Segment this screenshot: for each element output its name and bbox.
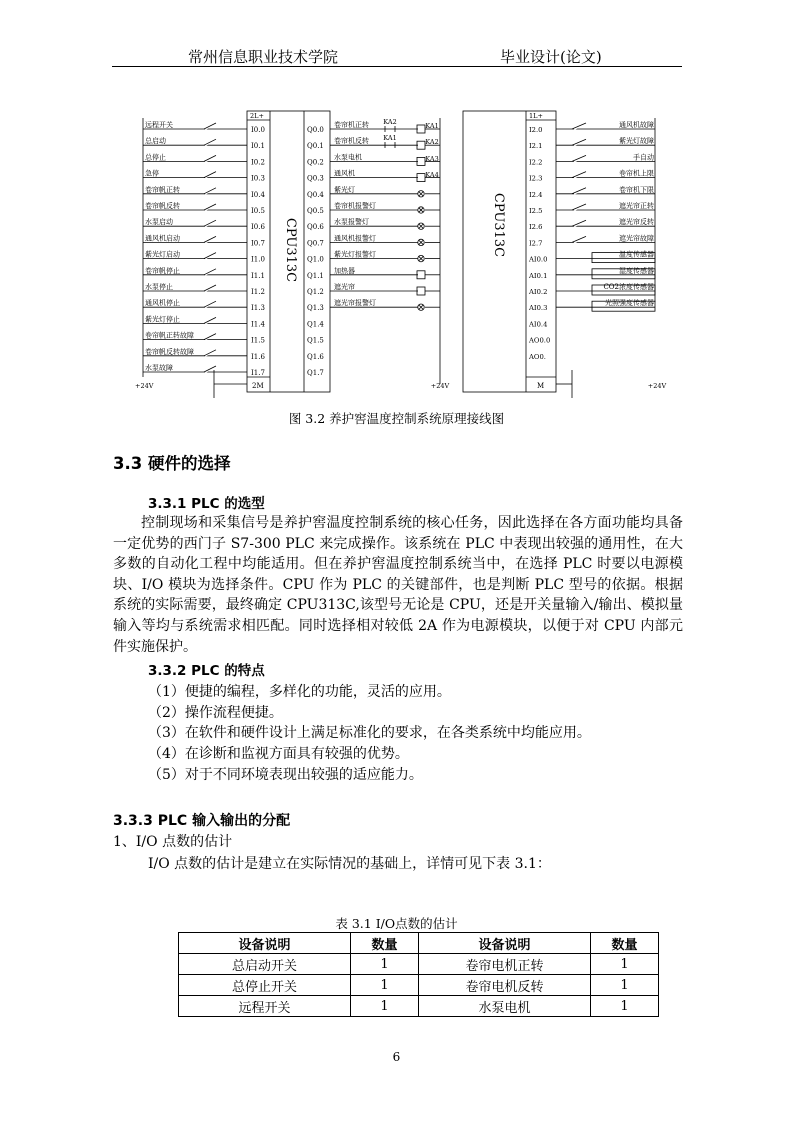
output-address-label: Q0.4 xyxy=(307,190,324,199)
coil-symbol xyxy=(417,271,425,279)
input-device-label: 遮光帘正转 xyxy=(619,202,654,210)
feature-item: （1）便捷的编程，多样化的功能，灵活的应用。 xyxy=(148,684,451,700)
input-address-label: I2.7 xyxy=(529,239,543,248)
input-device-label: 卷帘帆反转 xyxy=(145,202,180,210)
column-header: 数量 xyxy=(351,933,419,954)
table-cell: 1 xyxy=(351,954,419,975)
input-device-label: 水泵启动 xyxy=(145,218,173,227)
paragraph-plc-selection xyxy=(113,513,683,657)
switch-contact xyxy=(204,285,216,291)
input-device-label: 湿度传感器 xyxy=(619,266,654,275)
output-address-label: Q0.5 xyxy=(307,207,324,215)
relay-label: KA1 xyxy=(425,122,439,130)
column-header: 数量 xyxy=(591,933,659,954)
output-address-label: Q0.7 xyxy=(307,239,324,248)
terminal-label: 1L+ xyxy=(529,112,543,120)
input-device-label: 光照强度传感器 xyxy=(605,299,654,308)
output-address-label: Q0.2 xyxy=(307,158,324,167)
output-address-label: Q1.1 xyxy=(307,271,324,280)
output-device-label: 紫光灯 xyxy=(334,185,355,194)
output-device-label: 遮光帘报警灯 xyxy=(334,299,376,308)
input-address-label: I0.5 xyxy=(251,207,265,215)
output-address-label: Q0.0 xyxy=(307,126,324,134)
plc-label: CPU313C xyxy=(283,217,298,283)
subsection-heading-3-3-1: 3.3.1 PLC 的选型 xyxy=(148,496,265,512)
output-device-label: 水泵电机 xyxy=(334,153,362,162)
output-address-label: Q1.3 xyxy=(307,304,324,313)
input-address-label: I2.4 xyxy=(529,190,543,199)
switch-contact xyxy=(204,188,216,194)
input-device-label: 通风机启动 xyxy=(145,234,180,243)
switch-contact xyxy=(572,155,586,161)
input-address-label: I2.0 xyxy=(529,126,543,134)
input-address-label: I0.0 xyxy=(251,126,265,134)
table-header-row xyxy=(179,933,659,954)
output-address-label: Q0.6 xyxy=(307,223,324,232)
table-cell: 1 xyxy=(351,975,419,996)
column-header: 设备说明 xyxy=(419,933,591,954)
table-cell: 卷帘电机正转 xyxy=(419,954,591,975)
input-device-label: 遮光帘故障 xyxy=(619,234,654,243)
switch-contact xyxy=(572,139,586,145)
input-device-label: 温度传感器 xyxy=(619,250,654,259)
coil-symbol xyxy=(417,174,425,182)
output-address-label: Q1.6 xyxy=(307,352,324,361)
input-address-label: I0.4 xyxy=(251,190,265,199)
input-address-label: I2.3 xyxy=(529,174,543,183)
input-device-label: 卷帘帆正转故障 xyxy=(145,331,194,340)
page-number: 6 xyxy=(392,1050,401,1064)
switch-contact xyxy=(204,317,216,323)
supply-label: +24V xyxy=(430,382,450,390)
terminal-label: 2M xyxy=(252,382,264,390)
table-cell: 1 xyxy=(591,996,659,1017)
coil-symbol xyxy=(417,157,425,165)
input-address-label: I1.6 xyxy=(251,352,265,361)
table-row xyxy=(179,954,659,975)
switch-contact xyxy=(572,172,586,178)
input-address-label: I0.3 xyxy=(251,174,265,183)
switch-contact xyxy=(204,350,216,356)
input-device-label: 卷帘机下限 xyxy=(619,185,654,194)
switch-contact xyxy=(572,236,586,242)
input-address-label: AO0. xyxy=(529,352,546,361)
relay-label: KA1 xyxy=(383,134,397,142)
table-cell: 远程开关 xyxy=(179,996,351,1017)
output-device-label: 卷帘机反转 xyxy=(334,137,369,146)
table-cell: 1 xyxy=(351,996,419,1017)
table-caption: 表 3.1 I/O点数的估计 xyxy=(335,916,458,931)
switch-contact xyxy=(204,172,216,178)
input-device-label: 卷帘帆停止 xyxy=(145,266,180,275)
input-address-label: I1.5 xyxy=(251,336,265,345)
input-address-label: I2.6 xyxy=(529,223,543,232)
switch-contact xyxy=(204,269,216,275)
feature-item: （5）对于不同环境表现出较强的适应能力。 xyxy=(148,767,423,783)
header-doc-type: 毕业设计(论文) xyxy=(500,48,602,66)
switch-contact xyxy=(204,236,216,242)
output-address-label: Q1.2 xyxy=(307,288,324,296)
input-device-label: 紫光灯故障 xyxy=(619,137,654,146)
coil-symbol xyxy=(417,287,425,295)
relay-label: KA2 xyxy=(425,138,439,146)
input-device-label: 遮光帘反转 xyxy=(619,218,654,227)
output-address-label: Q1.0 xyxy=(307,255,324,264)
section-heading-3-3: 3.3 硬件的选择 xyxy=(113,454,231,473)
coil-symbol xyxy=(417,141,425,149)
input-device-label: 卷帘帆正转 xyxy=(145,185,180,194)
input-device-label: 卷帘机上限 xyxy=(619,169,654,178)
input-device-label: 通风机停止 xyxy=(145,299,180,308)
switch-contact xyxy=(204,139,216,145)
io-heading: 1、I/O 点数的估计 xyxy=(113,834,233,850)
switch-contact xyxy=(204,253,216,259)
feature-item: （4）在诊断和监视方面具有较强的优势。 xyxy=(148,746,409,762)
input-device-label: 紫光灯启动 xyxy=(145,250,180,259)
terminal-label: M xyxy=(537,382,545,390)
input-device-label: 远程开关 xyxy=(145,121,173,129)
output-device-label: 遮光帘 xyxy=(334,283,355,291)
wiring-diagram xyxy=(0,0,793,405)
input-address-label: I1.7 xyxy=(251,369,265,377)
input-device-label: 总停止 xyxy=(145,153,166,162)
output-device-label: 卷帘机报警灯 xyxy=(334,202,376,210)
switch-contact xyxy=(204,334,216,340)
output-device-label: 水泵报警灯 xyxy=(334,218,369,227)
input-address-label: I2.1 xyxy=(529,142,543,151)
relay-label: KA4 xyxy=(425,171,439,179)
plc-label: CPU313C xyxy=(491,192,506,258)
table-cell: 1 xyxy=(591,954,659,975)
switch-contact xyxy=(572,220,586,226)
input-device-label: 水泵故障 xyxy=(145,364,173,372)
table-cell: 水泵电机 xyxy=(419,996,591,1017)
input-address-label: I1.3 xyxy=(251,304,265,313)
input-address-label: I0.7 xyxy=(251,239,265,248)
input-device-label: 手自动 xyxy=(633,153,654,162)
input-device-label: 总启动 xyxy=(145,137,166,146)
switch-contact xyxy=(572,123,586,129)
output-device-label: 通风机 xyxy=(334,169,355,178)
output-device-label: 紫光灯报警灯 xyxy=(334,250,376,259)
table-row xyxy=(179,975,659,996)
relay-label: KA2 xyxy=(383,118,397,126)
input-address-label: I0.2 xyxy=(251,158,265,167)
supply-label: +24V xyxy=(647,382,667,390)
input-device-label: 紫光灯停止 xyxy=(145,315,180,324)
input-address-label: I1.0 xyxy=(251,255,265,264)
input-device-label: 急停 xyxy=(145,169,159,178)
relay-label: KA3 xyxy=(425,155,439,163)
terminal-label: 2L+ xyxy=(250,112,264,120)
subsection-heading-3-3-2: 3.3.2 PLC 的特点 xyxy=(148,663,265,679)
output-device-label: 卷帘机正转 xyxy=(334,121,369,129)
input-address-label: AI0.1 xyxy=(529,271,548,280)
input-address-label: AI0.0 xyxy=(529,255,548,264)
output-address-label: Q1.7 xyxy=(307,369,324,377)
input-address-label: AO0.0 xyxy=(529,336,551,345)
input-device-label: 卷帘帆反转故障 xyxy=(145,347,194,356)
feature-item: （3）在软件和硬件设计上满足标准化的要求，在各类系统中均能应用。 xyxy=(148,725,591,741)
coil-symbol xyxy=(417,125,425,133)
input-address-label: I0.6 xyxy=(251,223,265,232)
input-address-label: I0.1 xyxy=(251,142,265,151)
input-device-label: 通风机故障 xyxy=(619,121,654,129)
table-row xyxy=(179,996,659,1017)
input-address-label: I1.2 xyxy=(251,288,265,296)
switch-contact xyxy=(204,123,216,129)
io-table xyxy=(178,932,659,1017)
output-address-label: Q1.4 xyxy=(307,320,324,329)
table-cell: 总停止开关 xyxy=(179,975,351,996)
switch-contact xyxy=(572,188,586,194)
input-address-label: AI0.3 xyxy=(529,304,548,313)
output-address-label: Q0.1 xyxy=(307,142,324,151)
switch-contact xyxy=(204,220,216,226)
feature-item: （2）操作流程便捷。 xyxy=(148,705,283,721)
header-school: 常州信息职业技术学院 xyxy=(188,48,339,66)
input-address-label: I1.4 xyxy=(251,320,265,329)
input-address-label: AI0.4 xyxy=(529,320,548,329)
table-cell: 卷帘电机反转 xyxy=(419,975,591,996)
column-header: 设备说明 xyxy=(179,933,351,954)
input-address-label: I2.5 xyxy=(529,207,543,215)
output-device-label: 加热器 xyxy=(334,266,355,275)
switch-contact xyxy=(204,204,216,210)
switch-contact xyxy=(572,204,586,210)
table-cell: 1 xyxy=(591,975,659,996)
input-address-label: I2.2 xyxy=(529,158,543,167)
input-device-label: 水泵停止 xyxy=(145,283,173,291)
input-device-label: CO2浓度传感器 xyxy=(603,283,654,291)
plc-module-frame xyxy=(463,111,556,392)
subsection-heading-3-3-3: 3.3.3 PLC 输入输出的分配 xyxy=(113,813,291,829)
output-address-label: Q1.5 xyxy=(307,336,324,345)
input-address-label: AI0.2 xyxy=(529,288,548,296)
io-intro: I/O 点数的估计是建立在实际情况的基础上，详情可见下表 3.1： xyxy=(148,856,551,872)
input-address-label: I1.1 xyxy=(251,271,265,280)
paragraph-text: 控制现场和采集信号是养护窖温度控制系统的核心任务，因此选择在各方面功能均具备一定优势的西门子 S7-300 PLC 来完成操作。该系统在 PLC 中表现出较强的通用性，在大多数的自动化工程中均能适用。但在养护窖温度控制系统当中，在选择 PLC 时要以电源模块、I/O 模块为选择条件。CPU 作为 PLC 的关键部件，也是判断 PLC 型号的依据。根据系统的实际需要，最终确定 CPU313C,该型号无论是 CPU，还是开关量输入/输出、模拟量输入等均与系统需求相匹配。同时选择相对较低 2A 作为电源模块，以便于对 CPU 内部元件实施保护。 xyxy=(113,515,683,655)
output-address-label: Q0.3 xyxy=(307,174,324,183)
switch-contact xyxy=(204,155,216,161)
table-cell: 总启动开关 xyxy=(179,954,351,975)
switch-contact xyxy=(204,301,216,307)
output-device-label: 通风机报警灯 xyxy=(334,234,376,243)
supply-label: +24V xyxy=(135,382,154,390)
figure-caption: 图 3.2 养护窖温度控制系统原理接线图 xyxy=(288,411,505,426)
